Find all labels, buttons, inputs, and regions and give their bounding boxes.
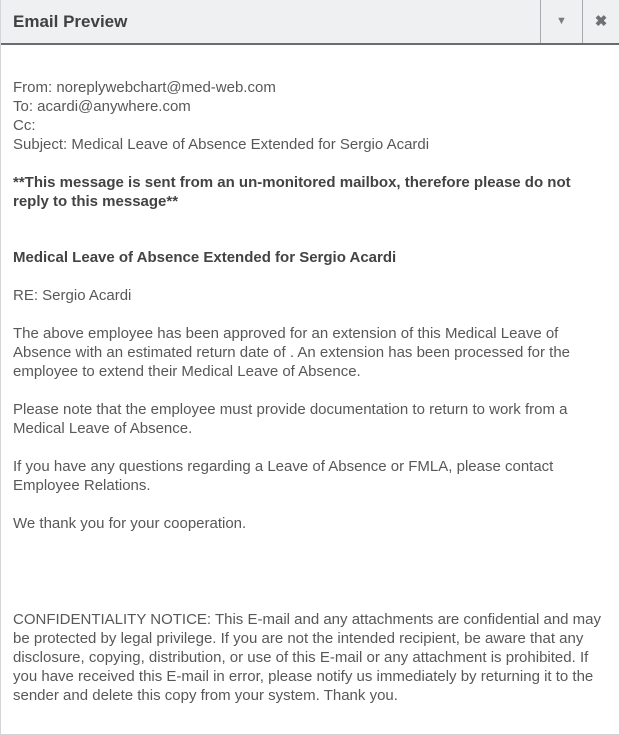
- email-body: [1, 45, 619, 705]
- email-heading: Medical Leave of Absence Extended for Sergio Acardi: [13, 249, 397, 266]
- close-icon: ✖: [594, 13, 608, 30]
- confidentiality-notice: CONFIDENTIALITY NOTICE: This E-mail and any attachments are confidential and may be protected by legal privilege. If you are not the intended recipient, be aware that any disclosure, copying, distribution, or use of this E-mail or any attachment is prohibited. If you have received this E-mail in error, please notify us immediately by returning it to the sender and delete this copy from your system. Thank you.: [13, 611, 602, 704]
- email-paragraph: The above employee has been approved for an extension of this Medical Leave of Absence with an estimated return date of . An extension has been processed for the employee to extend their Medical Leave of Absence.: [13, 325, 571, 380]
- dialog-titlebar: [1, 0, 619, 45]
- email-paragraph: We thank you for your cooperation.: [13, 515, 247, 532]
- dialog-title: Email Preview: [13, 12, 128, 31]
- chevron-down-icon: ▼: [556, 15, 567, 27]
- email-to-line: To: acardi@anywhere.com: [13, 98, 191, 115]
- email-re-line: RE: Sergio Acardi: [13, 287, 132, 304]
- close-button[interactable]: [582, 0, 619, 43]
- email-paragraph: Please note that the employee must provide documentation to return to work from a Medical Leave of Absence.: [13, 401, 568, 437]
- email-cc-line: Cc:: [13, 117, 36, 134]
- dropdown-button[interactable]: [540, 0, 582, 43]
- email-subject-line: Subject: Medical Leave of Absence Extended for Sergio Acardi: [13, 136, 430, 153]
- email-paragraph: If you have any questions regarding a Leave of Absence or FMLA, please contact Employee Relations.: [13, 458, 554, 494]
- unmonitored-mailbox-warning: **This message is sent from an un-monitored mailbox, therefore please do not reply to this message**: [13, 174, 571, 210]
- email-from-line: From: noreplywebchart@med-web.com: [13, 79, 276, 96]
